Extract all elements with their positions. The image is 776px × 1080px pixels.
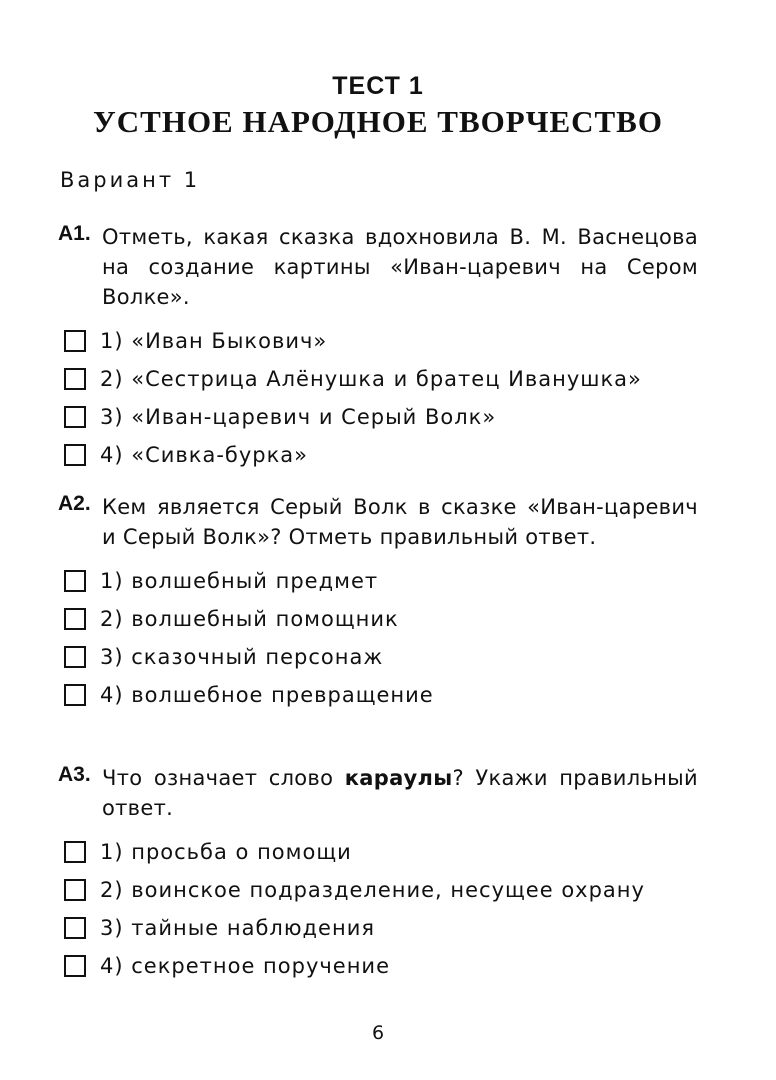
checkbox[interactable] xyxy=(64,646,86,668)
checkbox[interactable] xyxy=(64,570,86,592)
test-title: ТЕСТ 1 xyxy=(332,72,424,100)
topic-title: УСТНОЕ НАРОДНОЕ ТВОРЧЕСТВО xyxy=(93,104,663,139)
question-number: А2. xyxy=(58,492,91,515)
answer-option[interactable] xyxy=(58,833,698,871)
option-label: 1) «Иван Быкович» xyxy=(100,329,328,353)
checkbox[interactable] xyxy=(64,330,86,352)
option-label: 3) «Иван-царевич и Серый Волк» xyxy=(100,405,497,429)
checkbox[interactable] xyxy=(64,684,86,706)
checkbox[interactable] xyxy=(64,841,86,863)
keyword: караулы xyxy=(344,766,453,790)
question-number: А3. xyxy=(58,763,91,786)
answer-option[interactable] xyxy=(58,871,698,909)
option-label: 4) волшебное превращение xyxy=(100,683,434,707)
option-label: 1) волшебный предмет xyxy=(100,569,379,593)
answer-option[interactable] xyxy=(58,676,698,714)
option-label: 2) волшебный помощник xyxy=(100,607,399,631)
answer-option[interactable] xyxy=(58,638,698,676)
question-text xyxy=(102,763,698,823)
answer-option[interactable] xyxy=(58,398,698,436)
question-text: Кем является Серый Волк в сказке «Иван-царевич и Серый Волк»? Отметь правильный ответ. xyxy=(102,495,698,549)
answer-options xyxy=(58,322,698,474)
option-label: 3) тайные наблюдения xyxy=(100,916,375,940)
checkbox[interactable] xyxy=(64,955,86,977)
answer-option[interactable] xyxy=(58,947,698,985)
question-a1 xyxy=(58,222,698,474)
question-text-start: Что означает слово xyxy=(102,766,345,790)
checkbox[interactable] xyxy=(64,608,86,630)
question-number: А1. xyxy=(58,222,91,245)
answer-options xyxy=(58,833,698,985)
question-a3 xyxy=(58,763,698,985)
option-label: 4) «Сивка-бурка» xyxy=(100,443,309,467)
checkbox[interactable] xyxy=(64,368,86,390)
answer-option[interactable] xyxy=(58,322,698,360)
answer-option[interactable] xyxy=(58,360,698,398)
answer-options xyxy=(58,562,698,714)
answer-option[interactable] xyxy=(58,562,698,600)
option-label: 3) сказочный персонаж xyxy=(100,645,384,669)
answer-option[interactable] xyxy=(58,436,698,474)
checkbox[interactable] xyxy=(64,879,86,901)
question-text-end: ? Укажи правильный ответ. xyxy=(102,766,698,820)
answer-option[interactable] xyxy=(58,909,698,947)
checkbox[interactable] xyxy=(64,444,86,466)
option-label: 2) воинское подразделение, несущее охрану xyxy=(100,878,645,902)
option-label: 2) «Сестрица Алёнушка и братец Иванушка» xyxy=(100,367,642,391)
answer-option[interactable] xyxy=(58,600,698,638)
checkbox[interactable] xyxy=(64,406,86,428)
page-number: 6 xyxy=(371,1022,385,1044)
checkbox[interactable] xyxy=(64,917,86,939)
option-label: 4) секретное поручение xyxy=(100,954,390,978)
variant-label: Вариант 1 xyxy=(60,168,201,192)
option-label: 1) просьба о помощи xyxy=(100,840,352,864)
question-text: Отметь, какая сказка вдохновила В. М. Васнецова на создание картины «Иван-царевич на Сером Волке». xyxy=(102,225,698,309)
question-a2 xyxy=(58,492,698,714)
